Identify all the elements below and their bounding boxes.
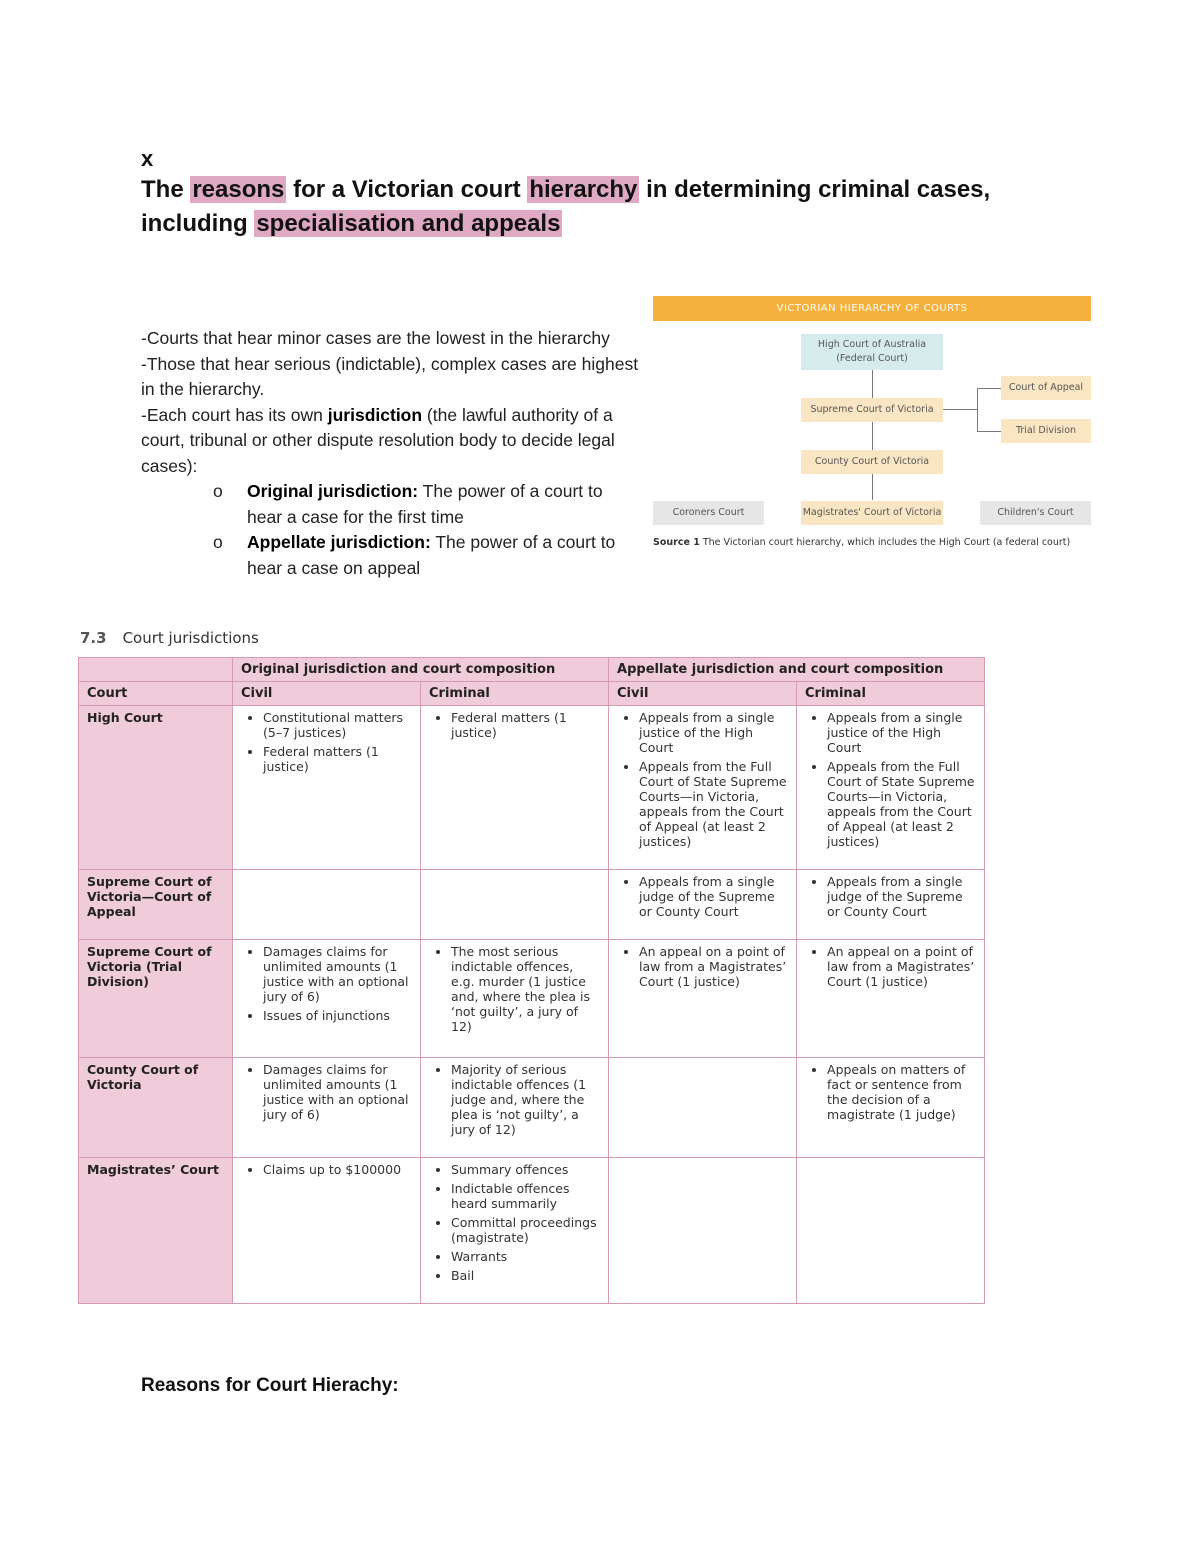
- jurisdiction-list: [241, 944, 412, 1023]
- section-title: Court jurisdictions: [122, 629, 259, 647]
- connector-line: [872, 366, 873, 398]
- criminal-column-header: Criminal: [797, 682, 985, 706]
- bullet: o: [213, 532, 223, 552]
- reasons-heading: Reasons for Court Hierachy:: [141, 1375, 399, 1396]
- jurisdiction-item: • Constitutional matters (5–7 justices): [263, 710, 412, 740]
- figure-header: VICTORIAN HIERARCHY OF COURTS: [653, 296, 1091, 321]
- caption-text: The Victorian court hierarchy, which includes the High Court (a federal court): [702, 537, 1071, 548]
- table-row: [79, 706, 985, 870]
- title-part: for a Victorian court: [286, 176, 528, 203]
- table-column-header: [79, 682, 985, 706]
- jurisdiction-item: • Damages claims for unlimited amounts (1 justice with an optional jury of 6): [263, 944, 412, 1004]
- jurisdiction-item: • Damages claims for unlimited amounts (1 justice with an optional jury of 6): [263, 1062, 412, 1122]
- jurisdiction-list: [241, 710, 412, 774]
- jurisdiction-item: • Appeals from a single justice of the High Court: [827, 710, 976, 755]
- table-heading: [80, 629, 259, 647]
- note-line: [141, 403, 641, 480]
- jurisdiction-cell: [233, 940, 421, 1058]
- jurisdiction-item: • Appeals from a single judge of the Supreme or County Court: [827, 874, 976, 919]
- jurisdiction-item: • An appeal on a point of law from a Magistrates’ Court (1 justice): [639, 944, 788, 989]
- title-highlight-hierarchy: hierarchy: [529, 176, 638, 203]
- title-part: The: [141, 176, 191, 203]
- connector-line: [977, 388, 1001, 389]
- title-part: in determining criminal cases, including: [141, 176, 991, 237]
- empty-header-cell: [79, 658, 233, 682]
- jurisdiction-item: • Appeals on matters of fact or sentence from the decision of a magistrate (1 judge): [827, 1062, 976, 1122]
- page-title: [141, 173, 1081, 241]
- jurisdiction-list: [805, 1062, 976, 1122]
- jurisdiction-cell: [233, 706, 421, 870]
- jurisdiction-cell: [421, 870, 609, 940]
- jurisdiction-item: • Appeals from the Full Court of State Supreme Courts—in Victoria, appeals from the Court of Appeal (at least 2 justices): [639, 759, 788, 849]
- note-line: -Courts that hear minor cases are the lowest in the hierarchy: [141, 328, 610, 348]
- table-row: [79, 1158, 985, 1304]
- jurisdiction-list: [429, 944, 600, 1034]
- connector-line: [872, 422, 873, 450]
- title-highlight-specialisation: specialisation and appeals: [256, 210, 561, 237]
- note-subitem: [141, 479, 641, 530]
- jurisdiction-cell: [233, 1058, 421, 1158]
- jurisdiction-cell: [797, 706, 985, 870]
- jurisdiction-cell: [797, 1158, 985, 1304]
- jurisdiction-item: • The most serious indictable offences, e.g. murder (1 justice and, where the plea is ‘not guilty’, a jury of 12): [451, 944, 600, 1034]
- appellate-jurisdiction-term: Appellate jurisdiction:: [247, 532, 431, 552]
- jurisdiction-list: [805, 874, 976, 919]
- jurisdiction-item: • Claims up to $100000: [263, 1162, 412, 1177]
- appellate-group-header: Appellate jurisdiction and court composition: [609, 658, 985, 682]
- supreme-court-box: Supreme Court of Victoria: [801, 398, 943, 422]
- childrens-court-box: Children's Court: [980, 501, 1091, 525]
- high-court-box: High Court of Australia (Federal Court): [801, 334, 943, 370]
- jurisdiction-item: • An appeal on a point of law from a Magistrates’ Court (1 justice): [827, 944, 976, 989]
- jurisdiction-cell: [421, 706, 609, 870]
- court-name-cell: Supreme Court of Victoria—Court of Appeal: [79, 870, 233, 940]
- jurisdiction-list: [617, 710, 788, 849]
- court-name-cell: County Court of Victoria: [79, 1058, 233, 1158]
- civil-column-header: Civil: [233, 682, 421, 706]
- note-subitem: [141, 530, 641, 581]
- connector-line: [943, 409, 977, 410]
- jurisdiction-item: • Appeals from a single judge of the Supreme or County Court: [639, 874, 788, 919]
- jurisdiction-cell: [421, 1158, 609, 1304]
- jurisdiction-cell: [233, 870, 421, 940]
- jurisdiction-item: • Indictable offences heard summarily: [451, 1181, 600, 1211]
- jurisdiction-item: • Summary offences: [451, 1162, 600, 1177]
- jurisdiction-cell: [421, 1058, 609, 1158]
- jurisdiction-item: • Federal matters (1 justice): [263, 744, 412, 774]
- court-name-cell: High Court: [79, 706, 233, 870]
- jurisdiction-item: • Issues of injunctions: [263, 1008, 412, 1023]
- jurisdiction-cell: [609, 870, 797, 940]
- jurisdiction-list: [429, 1062, 600, 1137]
- court-of-appeal-box: Court of Appeal: [1001, 376, 1091, 400]
- jurisdiction-list: [241, 1062, 412, 1122]
- jurisdiction-list: [429, 1162, 600, 1283]
- bullet: o: [213, 481, 223, 501]
- jurisdiction-cell: [233, 1158, 421, 1304]
- jurisdiction-item: • Committal proceedings (magistrate): [451, 1215, 600, 1245]
- court-jurisdictions-table: [78, 657, 985, 1304]
- jurisdiction-cell: [797, 940, 985, 1058]
- jurisdiction-item: • Appeals from the Full Court of State Supreme Courts—in Victoria, appeals from the Court of Appeal (at least 2 justices): [827, 759, 976, 849]
- civil-column-header: Civil: [609, 682, 797, 706]
- court-name-cell: Magistrates’ Court: [79, 1158, 233, 1304]
- figure-caption: [653, 537, 1070, 548]
- connector-line: [977, 388, 978, 432]
- table-row: [79, 940, 985, 1058]
- original-jurisdiction-term: Original jurisdiction:: [247, 481, 419, 501]
- county-court-box: County Court of Victoria: [801, 450, 943, 474]
- note-text: The power of a court to hear a case for the first time: [247, 481, 603, 527]
- connector-line: [872, 474, 873, 500]
- jurisdiction-list: [617, 944, 788, 989]
- jurisdiction-cell: [421, 940, 609, 1058]
- note-text: The power of a court to hear a case on appeal: [247, 532, 616, 578]
- jurisdiction-list: [617, 874, 788, 919]
- court-column-header: Court: [79, 682, 233, 706]
- table-row: [79, 1058, 985, 1158]
- table-group-header: [79, 658, 985, 682]
- table-body: [79, 706, 985, 1304]
- note-text: (the lawful authority of a court, tribunal or other dispute resolution body to decide legal cases):: [141, 404, 615, 476]
- court-name-cell: Supreme Court of Victoria (Trial Division): [79, 940, 233, 1058]
- jurisdiction-item: • Bail: [451, 1268, 600, 1283]
- jurisdiction-term: jurisdiction: [327, 404, 423, 425]
- jurisdiction-list: [805, 944, 976, 989]
- magistrates-court-box: Magistrates' Court of Victoria: [801, 501, 943, 525]
- jurisdiction-cell: [609, 1058, 797, 1158]
- caption-source: Source 1: [653, 537, 700, 548]
- criminal-column-header: Criminal: [421, 682, 609, 706]
- jurisdiction-item: • Federal matters (1 justice): [451, 710, 600, 740]
- notes: [141, 326, 641, 581]
- table-row: [79, 870, 985, 940]
- jurisdiction-cell: [609, 1158, 797, 1304]
- jurisdiction-cell: [797, 1058, 985, 1158]
- original-group-header: Original jurisdiction and court composition: [233, 658, 609, 682]
- x-mark: x: [141, 146, 154, 171]
- note-line: -Those that hear serious (indictable), complex cases are highest in the hierarchy.: [141, 353, 639, 399]
- jurisdiction-cell: [609, 706, 797, 870]
- court-hierarchy-figure: [653, 296, 1091, 556]
- jurisdiction-list: [429, 710, 600, 740]
- jurisdiction-item: • Majority of serious indictable offences (1 judge and, where the plea is ‘not guilty’, a jury of 12): [451, 1062, 600, 1137]
- jurisdiction-list: [241, 1162, 412, 1177]
- connector-line: [977, 431, 1001, 432]
- jurisdiction-list: [805, 710, 976, 849]
- note-text: -Each court has its own: [141, 404, 328, 425]
- jurisdiction-item: • Appeals from a single justice of the High Court: [639, 710, 788, 755]
- jurisdiction-cell: [609, 940, 797, 1058]
- coroners-court-box: Coroners Court: [653, 501, 764, 525]
- jurisdiction-cell: [797, 870, 985, 940]
- section-number: 7.3: [80, 629, 107, 647]
- trial-division-box: Trial Division: [1001, 419, 1091, 443]
- jurisdiction-item: • Warrants: [451, 1249, 600, 1264]
- title-highlight-reasons: reasons: [192, 176, 285, 203]
